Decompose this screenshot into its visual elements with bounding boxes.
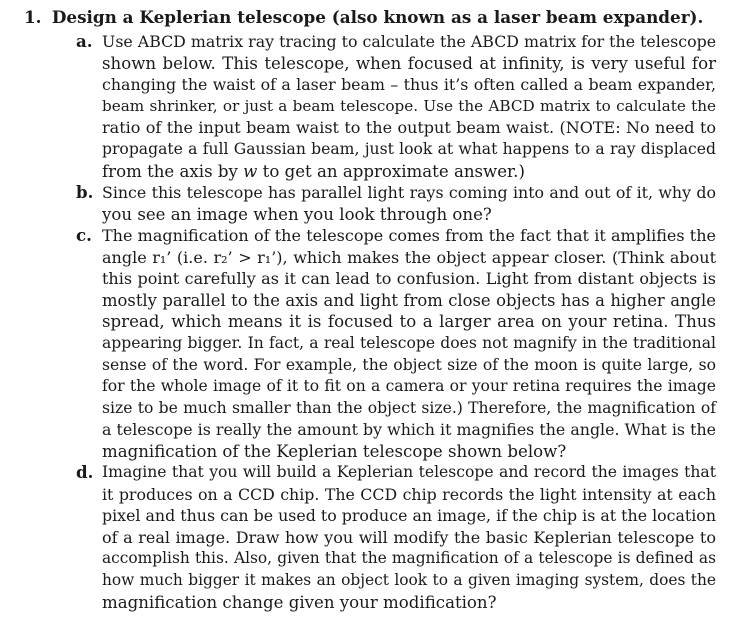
text-line: magnification of the Keplerian telescope shown below? <box>102 441 567 461</box>
text-line: Since this telescope has parallel light rays coming into and out of it, why do <box>102 183 716 202</box>
text-line: Imagine that you will build a Keplerian telescope and record the images that <box>102 463 716 481</box>
text-line: angle r₁’ (i.e. r₂’ > r₁’), which makes the object appear closer. (Think about <box>102 247 716 267</box>
question-number: 1. <box>24 7 42 27</box>
subquestion-letter: b. <box>76 182 94 202</box>
text-line: sense of the word. For example, the object size of the moon is quite large, so <box>102 355 716 374</box>
subquestion-text <box>102 182 716 225</box>
text-line: spread, which means it is focused to a larger area on your retina. Thus <box>102 312 716 332</box>
text-line: ratio of the input beam waist to the output beam waist. (NOTE: No need to <box>102 118 716 138</box>
text-line: beam shrinker, or just a beam telescope. Use the ABCD matrix to calculate the <box>102 96 716 115</box>
question-title: Design a Keplerian telescope (also known as a laser beam expander). <box>51 7 704 27</box>
subquestion-letter: c. <box>76 225 92 245</box>
text-line: mostly parallel to the axis and light from close objects has a higher angle <box>102 290 716 310</box>
text-line: you see an image when you look through one? <box>102 204 492 224</box>
text-line: of a real image. Draw how you will modify the basic Keplerian telescope to <box>102 527 716 547</box>
text-line: propagate a full Gaussian beam, just look at what happens to a ray displaced <box>102 139 716 158</box>
text-line: shown below. This telescope, when focused at infinity, is very useful for <box>102 53 716 73</box>
subquestion-text <box>102 31 716 182</box>
text-line: accomplish this. Also, given that the magnification of a telescope is defined as <box>102 549 716 568</box>
text-line: this point carefully as it can lead to confusion. Light from distant objects is <box>102 269 716 289</box>
subquestion-letter: a. <box>76 31 93 51</box>
text-line: size to be much smaller than the object size.) Therefore, the magnification of <box>102 398 716 417</box>
text-line: The magnification of the telescope comes from the fact that it amplifies the <box>102 226 716 245</box>
text-line: from the axis by w to get an approximate answer.) <box>102 161 525 181</box>
text-line: for the whole image of it to fit on a camera or your retina requires the image <box>102 377 716 396</box>
text-line: a telescope is really the amount by which it magnifies the angle. What is the <box>102 420 716 440</box>
subquestion-text <box>102 225 716 463</box>
subquestion-letter: d. <box>76 462 94 482</box>
text-line: it produces on a CCD chip. The CCD chip records the light intensity at each <box>102 484 716 504</box>
subquestion-text <box>102 462 716 613</box>
text-line: magnification change given your modification? <box>102 592 497 612</box>
question-heading <box>24 6 703 28</box>
text-line: how much bigger it makes an object look to a given imaging system, does the <box>102 570 716 589</box>
text-line: Use ABCD matrix ray tracing to calculate the ABCD matrix for the telescope <box>102 32 717 51</box>
text-line: pixel and thus can be used to produce an image, if the chip is at the location <box>102 506 716 526</box>
text-line: appearing bigger. In fact, a real telescope does not magnify in the traditional <box>102 333 716 352</box>
text-line: changing the waist of a laser beam – thus it’s often called a beam expander, <box>102 75 716 95</box>
